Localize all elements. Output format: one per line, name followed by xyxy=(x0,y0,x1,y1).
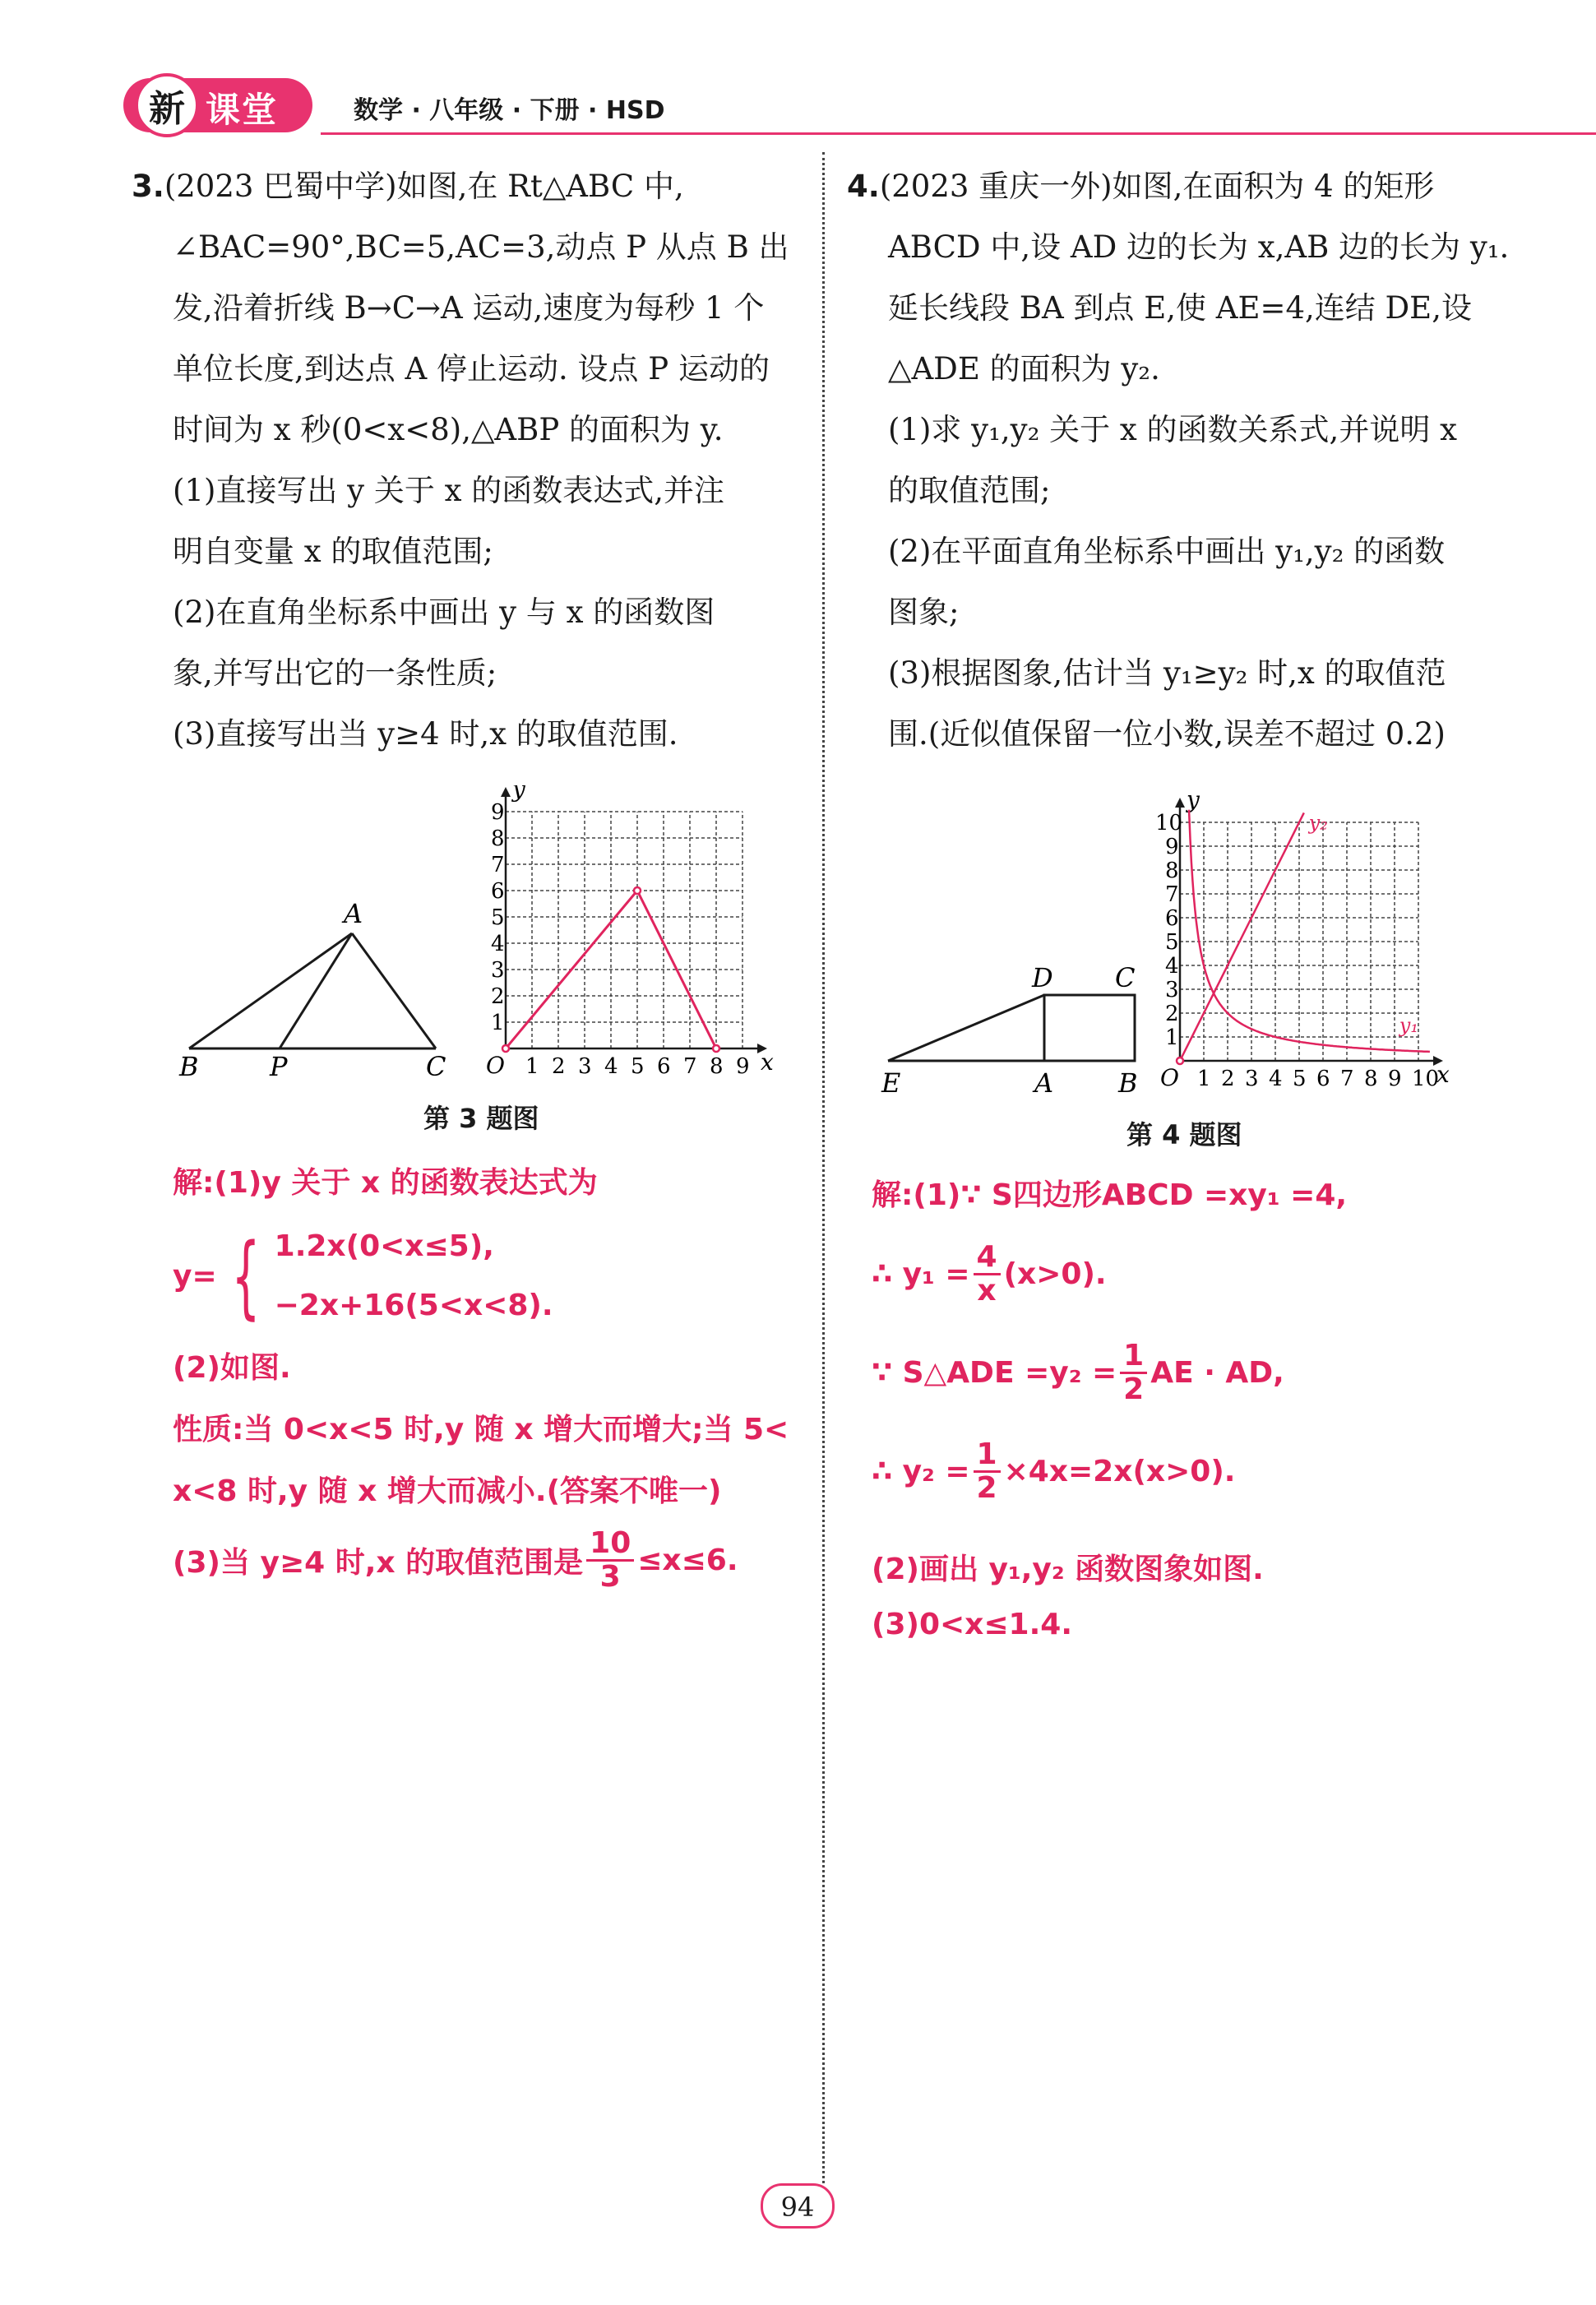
q4-answer-y2-def xyxy=(872,1340,1284,1405)
origin-point xyxy=(1177,1058,1183,1064)
logo-text: 课堂 xyxy=(206,90,279,130)
data-point xyxy=(713,1045,719,1052)
brace-icon: { xyxy=(231,1224,261,1329)
page-number: 94 xyxy=(761,2183,835,2229)
q3-line: 单位长度,到达点 A 停止运动. 设点 P 运动的 xyxy=(173,351,770,386)
denominator: 2 xyxy=(1123,1372,1145,1406)
y-tick-label: 4 xyxy=(1165,954,1179,979)
y-tick-label: 7 xyxy=(1165,882,1179,907)
q4-answer-y1 xyxy=(872,1242,1107,1307)
y-tick-label: 5 xyxy=(491,905,505,930)
numerator: 1 xyxy=(974,1439,1001,1473)
x-tick-label: 8 xyxy=(1364,1067,1378,1091)
label-a: A xyxy=(1034,1067,1054,1099)
q3-line: (2)在直角坐标系中画出 y 与 x 的函数图 xyxy=(173,595,715,630)
label-b: B xyxy=(179,1051,199,1077)
numerator: 10 xyxy=(586,1528,634,1562)
x-axis-label: x xyxy=(1436,1061,1450,1088)
origin-label: O xyxy=(486,1052,505,1079)
q4-line: △ADE 的面积为 y₂. xyxy=(888,351,1160,386)
label-b: B xyxy=(1118,1067,1138,1099)
q4-line: ABCD 中,设 AD 边的长为 x,AB 边的长为 y₁. xyxy=(888,229,1510,265)
column-divider xyxy=(822,152,825,2183)
numerator: 4 xyxy=(974,1242,1001,1275)
label-a: A xyxy=(344,898,363,929)
x-tick-label: 3 xyxy=(1245,1067,1259,1091)
q3-line: ∠BAC=90°,BC=5,AC=3,动点 P 从点 B 出 xyxy=(173,229,789,265)
x-tick-label: 1 xyxy=(525,1054,539,1079)
q4-text: ∴ y₂ = xyxy=(872,1454,970,1488)
q4-answer-line: (3)0<x≤1.4. xyxy=(872,1608,1073,1641)
label-c: C xyxy=(1115,962,1136,993)
numerator: 1 xyxy=(1120,1340,1147,1374)
y-axis-arrow-icon xyxy=(1175,798,1185,808)
segment-ed xyxy=(888,995,1044,1061)
y-tick-label: 9 xyxy=(1165,835,1179,859)
q4-text: (x>0). xyxy=(1003,1257,1107,1291)
y2-label: y₂ xyxy=(1308,811,1328,835)
y-tick-label: 7 xyxy=(491,853,505,877)
q3-part3-text: ≤x≤6. xyxy=(637,1543,738,1577)
y1-label: y₁ xyxy=(1399,1014,1418,1038)
data-point xyxy=(634,887,641,894)
q4-line: 围.(近似值保留一位小数,误差不超过 0.2) xyxy=(888,716,1446,752)
q4-caption: 第 4 题图 xyxy=(1126,1119,1242,1150)
q3-line: 象,并写出它的一条性质; xyxy=(173,655,497,691)
q3-line: 时间为 x 秒(0<x<8),△ABP 的面积为 y. xyxy=(173,412,724,447)
question-4 xyxy=(847,156,1513,765)
y-tick-label: 2 xyxy=(491,984,505,1009)
q4-answer-line: 解:(1)∵ S四边形ABCD =xy₁ =4, xyxy=(872,1178,1348,1212)
label-e: E xyxy=(881,1067,901,1099)
label-c: C xyxy=(426,1051,446,1077)
header-rule xyxy=(321,132,1596,135)
q4-number: 4. xyxy=(847,169,880,204)
denominator: x xyxy=(977,1273,997,1308)
q4-function-graph xyxy=(1147,757,1509,1102)
data-point xyxy=(502,1045,509,1052)
q4-line: 延长线段 BA 到点 E,使 AE=4,连结 DE,设 xyxy=(888,290,1472,326)
q3-case-2: −2x+16(5<x<8). xyxy=(274,1289,553,1322)
segment-ac xyxy=(352,933,436,1048)
x-tick-label: 6 xyxy=(657,1054,671,1079)
label-p: P xyxy=(270,1051,288,1077)
y-tick-label: 4 xyxy=(491,932,505,956)
fraction xyxy=(974,1439,1001,1504)
x-tick-label: 4 xyxy=(604,1054,618,1079)
y-tick-label: 2 xyxy=(1165,1002,1179,1026)
q4-line: 的取值范围; xyxy=(888,473,1051,508)
question-3 xyxy=(132,156,798,765)
q4-text: ∴ y₁ = xyxy=(872,1257,970,1291)
y-tick-label: 3 xyxy=(491,958,505,983)
x-tick-label: 9 xyxy=(1388,1067,1402,1091)
q4-line: (2)在平面直角坐标系中画出 y₁,y₂ 的函数 xyxy=(888,534,1446,569)
q4-answer-line: (2)画出 y₁,y₂ 函数图象如图. xyxy=(872,1553,1264,1586)
origin-label: O xyxy=(1160,1064,1179,1091)
q4-line: (1)求 y₁,y₂ 关于 x 的函数关系式,并说明 x xyxy=(888,412,1457,447)
x-tick-label: 7 xyxy=(683,1054,697,1079)
q3-line: (3)直接写出当 y≥4 时,x 的取值范围. xyxy=(173,716,678,752)
q3-answer-part3 xyxy=(173,1528,738,1593)
x-tick-label: 8 xyxy=(710,1054,724,1079)
q3-answer-line: 性质:当 0<x<5 时,y 随 x 增大而增大;当 5< xyxy=(173,1413,789,1446)
q3-line: (2023 巴蜀中学)如图,在 Rt△ABC 中, xyxy=(164,169,684,204)
q4-line: (3)根据图象,估计当 y₁≥y₂ 时,x 的取值范 xyxy=(888,655,1446,691)
page-header xyxy=(123,78,1497,136)
x-tick-label: 3 xyxy=(578,1054,592,1079)
x-tick-label: 5 xyxy=(1293,1067,1307,1091)
q4-answer-y2 xyxy=(872,1439,1235,1504)
label-d: D xyxy=(1032,962,1053,993)
x-tick-label: 9 xyxy=(736,1054,750,1079)
y-tick-label: 3 xyxy=(1165,978,1179,1002)
y-axis-arrow-icon xyxy=(501,787,511,797)
q3-case-1: 1.2x(0<x≤5), xyxy=(274,1229,494,1263)
logo-circle: 新 xyxy=(135,73,199,137)
q4-line: 图象; xyxy=(888,595,960,630)
x-tick-label: 6 xyxy=(1316,1067,1330,1091)
x-tick-label: 7 xyxy=(1340,1067,1354,1091)
x-axis-label: x xyxy=(761,1048,774,1076)
q3-piecewise xyxy=(173,1217,553,1335)
x-tick-label: 2 xyxy=(1221,1067,1235,1091)
segment-ab xyxy=(189,933,352,1048)
denominator: 2 xyxy=(976,1470,997,1505)
y-tick-label: 8 xyxy=(491,826,505,851)
segment-ap xyxy=(280,933,352,1048)
q4-rectangle-figure xyxy=(872,954,1151,1102)
q3-answer-line: 解:(1)y 关于 x 的函数表达式为 xyxy=(173,1166,598,1200)
y-tick-label: 6 xyxy=(491,879,505,904)
x-tick-label: 10 xyxy=(1412,1067,1440,1091)
q3-line: (1)直接写出 y 关于 x 的函数表达式,并注 xyxy=(173,473,724,508)
q3-line: 明自变量 x 的取值范围; xyxy=(173,534,493,569)
y-tick-label: 10 xyxy=(1155,811,1183,835)
rectangle-abcd xyxy=(1044,995,1135,1061)
q3-line: 发,沿着折线 B→C→A 运动,速度为每秒 1 个 xyxy=(173,290,765,326)
q4-text: AE · AD, xyxy=(1150,1355,1284,1390)
x-tick-label: 2 xyxy=(552,1054,566,1079)
q3-answer-line: x<8 时,y 随 x 增大而减小.(答案不唯一) xyxy=(173,1474,722,1508)
q3-function-graph xyxy=(469,785,789,1081)
q3-answer-line: (2)如图. xyxy=(173,1351,291,1385)
y-axis-label: y xyxy=(1187,786,1200,813)
fraction xyxy=(1120,1340,1147,1405)
q3-y-equals: y= xyxy=(173,1259,217,1294)
x-tick-label: 4 xyxy=(1269,1067,1283,1091)
y-tick-label: 8 xyxy=(1165,859,1179,883)
book-subtitle: 数学 · 八年级 · 下册 · HSD xyxy=(354,96,665,125)
q4-text: ∵ S△ADE =y₂ = xyxy=(872,1355,1117,1390)
y-tick-label: 1 xyxy=(491,1011,505,1035)
y-axis-label: y xyxy=(512,785,525,803)
q3-triangle-figure xyxy=(164,888,460,1077)
logo-badge xyxy=(123,78,312,132)
fraction xyxy=(974,1242,1001,1307)
y-tick-label: 5 xyxy=(1165,930,1179,955)
q3-number: 3. xyxy=(132,169,164,204)
q4-text: ×4x=2x(x>0). xyxy=(1003,1454,1236,1488)
q4-line: (2023 重庆一外)如图,在面积为 4 的矩形 xyxy=(879,169,1435,204)
y-tick-label: 6 xyxy=(1165,906,1179,931)
q3-caption: 第 3 题图 xyxy=(423,1103,539,1134)
x-tick-label: 1 xyxy=(1197,1067,1211,1091)
y-tick-label: 9 xyxy=(491,800,505,825)
q3-part3-text: (3)当 y≥4 时,x 的取值范围是 xyxy=(173,1545,584,1580)
denominator: 3 xyxy=(599,1559,621,1594)
y-tick-label: 1 xyxy=(1165,1025,1179,1050)
fraction xyxy=(586,1528,634,1593)
x-tick-label: 5 xyxy=(631,1054,645,1079)
